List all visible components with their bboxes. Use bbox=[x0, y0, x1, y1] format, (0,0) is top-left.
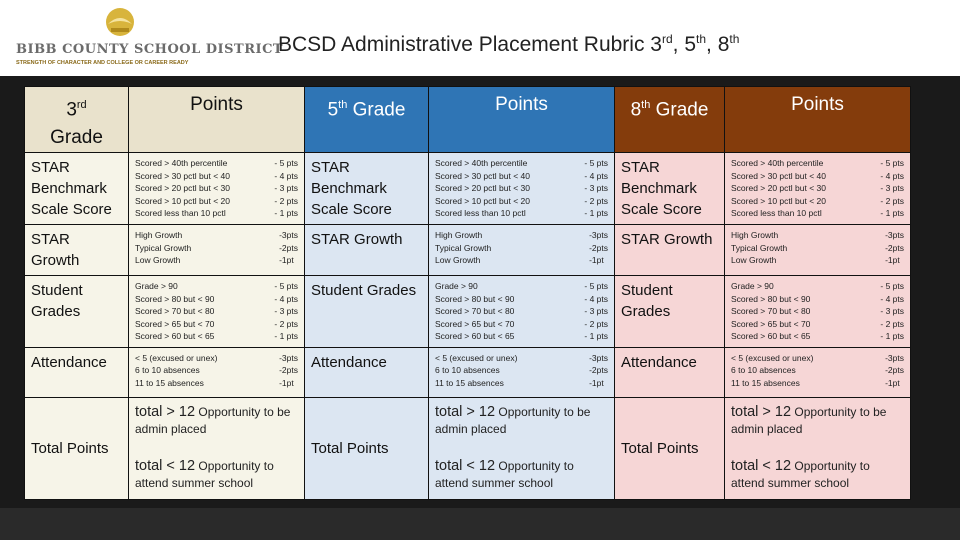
row-label-star-growth-g5: STAR Growth bbox=[305, 225, 429, 276]
row-label-attendance: Attendance bbox=[25, 347, 129, 397]
star-growth-criteria-g3: High Growth Typical Growth Low Growth -3pts -2pts -1pt bbox=[129, 225, 305, 276]
grade5-points-header: Points bbox=[429, 87, 615, 153]
table-row bbox=[25, 153, 911, 225]
bottom-bar bbox=[0, 508, 960, 540]
row-label-total-points-g8: Total Points bbox=[615, 397, 725, 499]
row-label-star-growth-g8: STAR Growth bbox=[615, 225, 725, 276]
grade3-points-header: Points bbox=[129, 87, 305, 153]
total-criteria-g5: total > 12 Opportunity to be admin placed total < 12 Opportunity to attend summer school bbox=[429, 397, 615, 499]
table-row bbox=[25, 225, 911, 276]
row-label-attendance-g8: Attendance bbox=[615, 347, 725, 397]
student-grades-criteria-g5: Grade > 90 Scored > 80 but < 90 Scored > 70 but < 80 Scored > 65 but < 70 Scored > 60 but < 65 - 5 pts - 4 pts - 3 pts - 2 pts - 1 pts bbox=[429, 276, 615, 348]
star-benchmark-criteria-g5: Scored > 40th percentile Scored > 30 pctl but < 40 Scored > 20 pctl but < 30 Scored > 10 pctl but < 20 Scored less than 10 pctl - 5 pts - 4 pts - 3 pts - 2 pts - 1 pts bbox=[429, 153, 615, 225]
table-row bbox=[25, 347, 911, 397]
row-label-student-grades-g5: Student Grades bbox=[305, 276, 429, 348]
row-label-student-grades-g8: Student Grades bbox=[615, 276, 725, 348]
logo-name: BIBB COUNTY SCHOOL DISTRICT bbox=[16, 42, 284, 57]
district-logo bbox=[10, 4, 284, 70]
row-label-star-growth: STAR Growth bbox=[25, 225, 129, 276]
row-label-attendance-g5: Attendance bbox=[305, 347, 429, 397]
header bbox=[0, 0, 960, 75]
page-title: BCSD Administrative Placement Rubric 3rd, 5th, 8th bbox=[278, 32, 740, 56]
total-criteria-g3: total > 12 Opportunity to be admin placed total < 12 Opportunity to attend summer school bbox=[129, 397, 305, 499]
logo-emblem-icon bbox=[10, 4, 235, 44]
row-label-star-benchmark-g8: STAR Benchmark Scale Score bbox=[615, 153, 725, 225]
grade5-header: 5th Grade bbox=[305, 87, 429, 153]
table-row bbox=[25, 397, 911, 499]
attendance-criteria-g8: < 5 (excused or unex) 6 to 10 absences 11 to 15 absences -3pts -2pts -1pt bbox=[725, 347, 911, 397]
star-benchmark-criteria-g8: Scored > 40th percentile Scored > 30 pctl but < 40 Scored > 20 pctl but < 30 Scored > 10 pctl but < 20 Scored less than 10 pctl - 5 pts - 4 pts - 3 pts - 2 pts - 1 pts bbox=[725, 153, 911, 225]
table-row bbox=[25, 276, 911, 348]
student-grades-criteria-g8: Grade > 90 Scored > 80 but < 90 Scored > 70 but < 80 Scored > 65 but < 70 Scored > 60 but < 65 - 5 pts - 4 pts - 3 pts - 2 pts - 1 pts bbox=[725, 276, 911, 348]
row-label-student-grades: Student Grades bbox=[25, 276, 129, 348]
grade3-header: 3rd Grade bbox=[25, 87, 129, 153]
row-label-total-points: Total Points bbox=[25, 397, 129, 499]
grade8-points-header: Points bbox=[725, 87, 911, 153]
placement-rubric-table bbox=[24, 86, 911, 500]
star-growth-criteria-g8: High Growth Typical Growth Low Growth -3pts -2pts -1pt bbox=[725, 225, 911, 276]
row-label-total-points-g5: Total Points bbox=[305, 397, 429, 499]
attendance-criteria-g3: < 5 (excused or unex) 6 to 10 absences 11 to 15 absences -3pts -2pts -1pt bbox=[129, 347, 305, 397]
total-criteria-g8: total > 12 Opportunity to be admin placed total < 12 Opportunity to attend summer school bbox=[725, 397, 911, 499]
attendance-criteria-g5: < 5 (excused or unex) 6 to 10 absences 11 to 15 absences -3pts -2pts -1pt bbox=[429, 347, 615, 397]
row-label-star-benchmark: STAR Benchmark Scale Score bbox=[25, 153, 129, 225]
row-label-star-benchmark-g5: STAR Benchmark Scale Score bbox=[305, 153, 429, 225]
grade8-header: 8th Grade bbox=[615, 87, 725, 153]
star-growth-criteria-g5: High Growth Typical Growth Low Growth -3pts -2pts -1pt bbox=[429, 225, 615, 276]
logo-tagline: STRENGTH OF CHARACTER AND COLLEGE OR CAREER READY bbox=[16, 60, 189, 66]
star-benchmark-criteria-g3: Scored > 40th percentile Scored > 30 pctl but < 40 Scored > 20 pctl but < 30 Scored > 10 pctl but < 20 Scored less than 10 pctl - 5 pts - 4 pts - 3 pts - 2 pts - 1 pts bbox=[129, 153, 305, 225]
table-header-row bbox=[25, 87, 911, 153]
student-grades-criteria-g3: Grade > 90 Scored > 80 but < 90 Scored > 70 but < 80 Scored > 65 but < 70 Scored > 60 but < 65 - 5 pts - 4 pts - 3 pts - 2 pts - 1 pts bbox=[129, 276, 305, 348]
